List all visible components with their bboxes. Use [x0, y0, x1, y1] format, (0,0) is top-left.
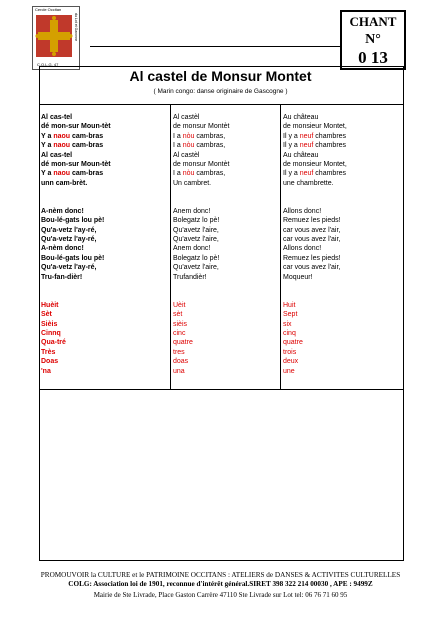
logo-side-text: du Lot et Garonne: [74, 13, 78, 42]
lyric-line: de monsur Montèt: [173, 123, 230, 131]
lyric-line: Remuez les pieds!: [283, 254, 341, 262]
lyric-line: Anem donc!: [173, 207, 211, 215]
lyric-line: Huit: [283, 301, 296, 309]
lyric-line: Allons donc!: [283, 245, 322, 253]
lyric-line: car vous avez l'air,: [283, 264, 341, 272]
lyric-line: I a nòu cambras,: [173, 170, 226, 178]
song-subtitle: ( Marin congo: danse originaire de Gascogne ): [153, 88, 288, 95]
occitan-cross-icon: [35, 14, 73, 58]
logo-bottom-text: C.O.L.G. 47: [37, 62, 59, 67]
lyric-line: Bolegatz lo pè!: [173, 254, 220, 262]
lyric-line: Sèt: [41, 311, 52, 319]
lyric-line: Qu'avetz l'aire,: [173, 264, 219, 272]
lyric-line: dé mon-sur Moun-tèt: [41, 160, 111, 168]
lyric-line: une: [283, 367, 295, 375]
lyric-line: six: [283, 320, 292, 328]
lyric-line: Qu'a-vetz l'ay-ré,: [41, 236, 97, 244]
chant-number: 0 13: [358, 48, 388, 67]
lyric-line: I a nòu cambras,: [173, 142, 226, 150]
table-top-rule: [39, 104, 403, 105]
lyric-line: Qu'a-vetz l'ay-ré,: [41, 226, 97, 234]
lyric-line: Qu'avetz l'aire,: [173, 226, 219, 234]
lyric-line: Anem donc!: [173, 245, 211, 253]
lyric-line: Y a naou cam-bras: [41, 142, 104, 150]
lyric-line: une chambrette.: [283, 179, 334, 187]
lyric-line: Al cas-tel: [41, 114, 73, 121]
lyric-line: Qu'avetz l'aire,: [173, 236, 219, 244]
lyric-line: Al castèl: [173, 151, 200, 159]
lyric-line: deux: [283, 358, 299, 366]
lyric-line: quatre: [173, 339, 193, 347]
lyric-line: Il y a neuf chambres: [283, 170, 347, 178]
lyric-line: de monsieur Montet,: [283, 160, 347, 168]
lyric-line: Tru-fan-dièr!: [41, 273, 83, 281]
occitan-gascon-column: [41, 113, 111, 376]
lyric-line: 'na: [41, 367, 51, 375]
lyric-line: Très: [41, 348, 56, 356]
lyric-line: Y a naou cam-bras: [41, 170, 104, 178]
lyric-line: Qua-tré: [41, 339, 66, 347]
lyric-line: Sièis: [41, 320, 58, 328]
header-rule: [90, 46, 340, 47]
lyric-line: Sept: [283, 311, 298, 319]
lyric-line: cinq: [283, 330, 296, 338]
lyric-line: A-nèm donc!: [41, 207, 84, 215]
lyric-line: Moqueur!: [283, 273, 313, 281]
lyric-line: de monsur Montèt: [173, 160, 230, 168]
lyric-line: Huèit: [41, 301, 59, 309]
lyric-line: Bolegatz lo pè!: [173, 217, 220, 225]
lyric-line: trois: [283, 348, 297, 356]
occitan-standard-column: [173, 113, 229, 376]
lyric-line: dé mon-sur Moun-tèt: [41, 123, 111, 131]
lyric-line: quatre: [283, 339, 303, 347]
occitan-logo: [32, 6, 80, 70]
lyric-line: tres: [173, 348, 185, 356]
lyric-line: Il y a neuf chambres: [283, 142, 347, 150]
footer-association: COLG: Association loi de 1901, reconnue d'intérêt général.SIRET 398 322 214 00030 , APE : 9499Z: [68, 580, 373, 588]
song-title: Al castel de Monsur Montet: [129, 68, 312, 84]
lyric-line: Remuez les pieds!: [283, 217, 341, 225]
lyric-line: Au château: [283, 114, 319, 121]
lyric-line: Qu'a-vetz l'ay-ré,: [41, 264, 97, 272]
lyric-line: Allons donc!: [283, 207, 322, 215]
lyric-line: Al castèl: [173, 114, 200, 121]
lyric-line: Y a naou cam-bras: [41, 132, 104, 140]
lyric-line: Doas: [41, 358, 59, 366]
lyric-line: de monsieur Montet,: [283, 123, 347, 131]
table-bottom-rule: [39, 389, 403, 390]
lyric-line: Bou-lé-gats lou pè!: [41, 254, 105, 262]
column-divider: [280, 104, 281, 389]
column-divider: [170, 104, 171, 389]
lyric-line: Cinnq: [41, 330, 61, 338]
lyric-line: Uèit: [173, 301, 186, 309]
lyric-line: Bou-lé-gats lou pè!: [41, 217, 105, 225]
lyric-line: A-nèm donc!: [41, 245, 84, 253]
chant-label: CHANT: [349, 14, 397, 29]
lyric-line: I a nòu cambras,: [173, 132, 226, 140]
lyric-line: Un cambret.: [173, 179, 212, 187]
lyric-line: Il y a neuf chambres: [283, 132, 347, 140]
chant-no-label: N°: [365, 32, 381, 47]
lyric-line: car vous avez l'air,: [283, 226, 341, 234]
lyric-line: unn cam-brèt.: [41, 179, 88, 187]
footer-mission: PROMOUVOIR la CULTURE et le PATRIMOINE OCCITANS : ATELIERS de DANSES & ACTIVITES CULTURELLES: [40, 571, 401, 579]
lyric-line: doas: [173, 358, 189, 366]
lyric-line: una: [173, 367, 185, 375]
lyric-line: sièis: [173, 320, 188, 328]
lyric-line: Trufandièr!: [173, 273, 207, 281]
lyric-line: car vous avez l'air,: [283, 236, 341, 244]
lyric-line: cinc: [173, 330, 186, 338]
lyric-line: sèt: [173, 311, 183, 319]
logo-top-text: Cercle Occitan: [35, 7, 62, 12]
french-column: [283, 113, 347, 376]
lyric-line: Al cas-tel: [41, 151, 73, 159]
footer-address: Mairie de Ste Livrade, Place Gaston Carrère 47110 Ste Livrade sur Lot tel: 06 76 71 60 95: [93, 591, 348, 599]
chant-number-box: [340, 10, 406, 70]
lyric-line: Au château: [283, 151, 319, 159]
